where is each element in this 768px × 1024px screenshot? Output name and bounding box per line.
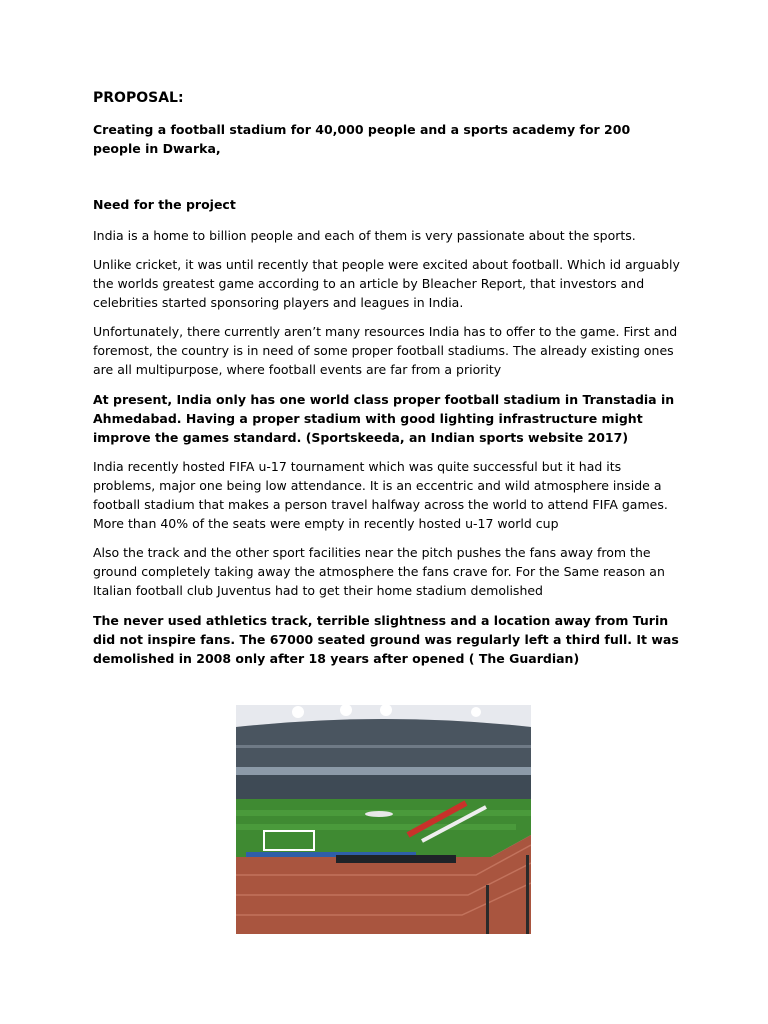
page-title: PROPOSAL: (93, 90, 184, 106)
center-circle (365, 811, 393, 817)
paragraph: Also the track and the other sport facilities near the pitch pushes the fans away from the ground completely taking away the atmosphere the fans crave for. For the Same reason an Italian football club Juventus had to get their home stadium demolished (93, 545, 665, 598)
light-pole (486, 885, 489, 934)
paragraph: Unlike cricket, it was until recently that people were excited about football. Which id arguably the worlds greatest game according to an article by Bleacher Report, that investors and celebrities started sponsoring players and leagues in India. (93, 257, 680, 310)
paragraph: Unfortunately, there currently aren’t many resources India has to offer to the game. First and foremost, the country is in need of some proper football stadiums. The already existing ones are all multipurpose, where football events are far from a priority (93, 324, 678, 377)
light-pole (526, 855, 529, 934)
paragraph-bold: At present, India only has one world class proper football stadium in Transtadia in Ahmedabad. Having a proper stadium with good lighting infrastructure might improve the games standard. (Sportskeeda, an Indian sports website 2017) (93, 392, 675, 445)
stand-tier-line (236, 745, 531, 748)
paragraph: India recently hosted FIFA u-17 tournament which was quite successful but it had its problems, major one being low attendance. It is an eccentric and wild atmosphere inside a football stadium that makes a person travel halfway across the world to attend FIFA games. More than 40% of the seats were empty in recently hosted u-17 world cup (93, 459, 668, 531)
section-heading: Need for the project (93, 197, 236, 212)
lower-stands (236, 775, 531, 799)
proposal-subtitle: Creating a football stadium for 40,000 people and a sports academy for 200 people in Dwarka, (93, 122, 631, 156)
upper-stands (236, 719, 531, 767)
stand-divider (236, 767, 531, 775)
paragraph: India is a home to billion people and each of them is very passionate about the sports. (93, 228, 636, 243)
paragraph-bold: The never used athletics track, terrible slightness and a location away from Turin did not inspire fans. The 67000 seated ground was regularly left a third full. It was demolished in 2008 only after 18 years after opened ( The Guardian) (93, 613, 679, 666)
crowd-on-track (336, 855, 456, 863)
floodlight (471, 707, 481, 717)
floodlight (292, 706, 304, 718)
stadium-photo (236, 705, 531, 934)
